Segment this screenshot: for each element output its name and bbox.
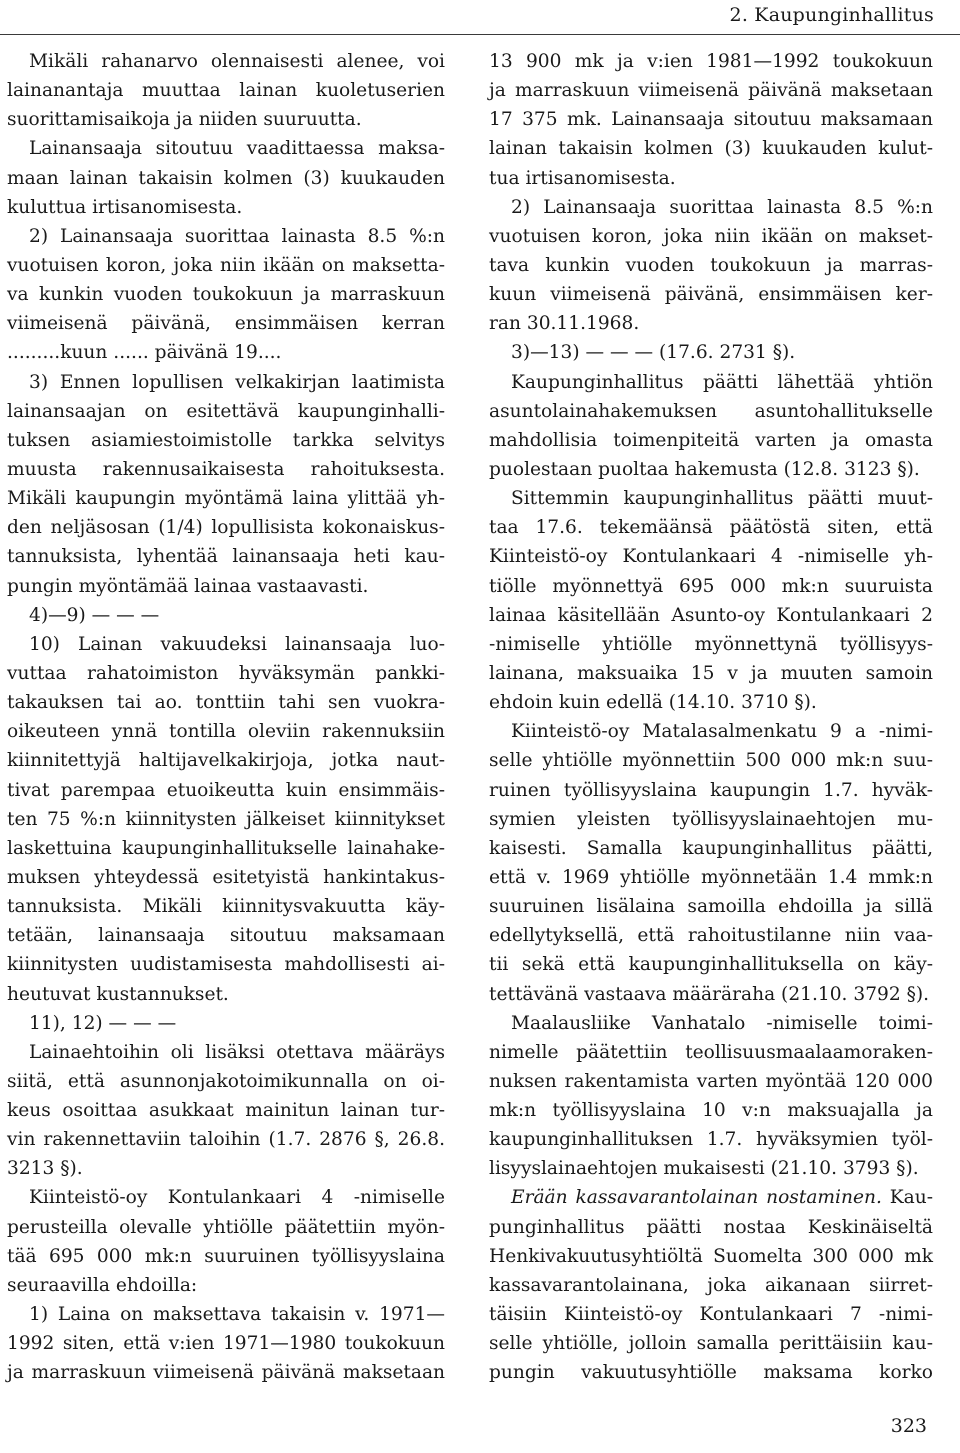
text-line: vuotuisen koron, joka niin ikään on maksetta- — [7, 254, 445, 276]
text-line: kiinnitysten uudistamisesta mahdollisesti ai- — [7, 954, 445, 976]
text-line: 3)—13) — — — (17.6. 2731 §). — [511, 342, 796, 364]
text-line: selle yhtiölle, jolloin samalla perittäisiin kau- — [489, 1333, 933, 1355]
text-line: ja marraskuun viimeisenä päivänä maksetaan — [489, 80, 933, 102]
text-line: taa 17.6. tekemäänsä päätöstä siten, että — [489, 517, 933, 539]
text-line: 11), 12) — — — — [29, 1012, 177, 1034]
text-line: den neljäsosan (1/4) lopullisista kokonaiskus- — [7, 517, 445, 539]
text-line: kuun viimeisenä päivänä, ensimmäisen ker- — [489, 284, 933, 306]
text-line: kiinnitettyjä haltijavelkakirjoja, jotka naut- — [7, 750, 445, 772]
text-line: kaupunginhallituksen 1.7. hyväksymien työl- — [489, 1129, 933, 1151]
text-line: tuksen asiamiestoimistolle tarkka selvitys — [7, 429, 445, 451]
text-line: vuttaa rahatoimiston hyväksymän pankki- — [7, 662, 445, 684]
running-head: 2. Kaupunginhallitus — [729, 4, 934, 26]
text-line: lainan takaisin kolmen (3) kuukauden kulut- — [489, 138, 933, 160]
text-line: 3213 §). — [7, 1158, 83, 1180]
text-line: nimelle päätettiin teollisuusmaalaamoraken- — [489, 1041, 933, 1063]
text-line: Kaupunginhallitus päätti lähettää yhtiön — [511, 371, 933, 393]
text-line: lainaa käsitellään Asunto-oy Kontulankaari 2 — [489, 604, 933, 626]
text-line: ruinen työllisyyslaina kaupungin 1.7. hyväk- — [489, 779, 933, 801]
text-line: ten 75 %:n kiinnitysten jälkeiset kiinnitykset — [7, 808, 445, 830]
text-line: Kiinteistö-oy Kontulankaari 4 -nimiselle — [29, 1187, 445, 1209]
text-line: muusta rakennusaikaisesta rahoituksesta. — [7, 458, 445, 480]
text-line: että v. 1969 yhtiölle myönnetään 1.4 mmk:n — [489, 866, 933, 888]
text-line: tannuksista, lyhentää lainansaaja heti kau- — [7, 546, 445, 568]
text-line: lainansaajan on esitettävä kaupunginhalli- — [7, 400, 445, 422]
text-line: tää 695 000 mk:n suuruinen työllisyyslaina — [7, 1245, 445, 1267]
text-line: punginhallitus päätti nostaa Keskinäiseltä — [489, 1216, 933, 1238]
text-line: lainanantaja muuttaa lainan kuoletuserien — [7, 80, 445, 102]
text-line: kuluttua irtisanomisesta. — [7, 196, 243, 218]
text-line: Maalausliike Vanhatalo -nimiselle toimi- — [511, 1012, 933, 1034]
text-line: täisiin Kiinteistö-oy Kontulankaari 7 -nimi- — [489, 1304, 933, 1326]
text-line: lainana, maksuaika 15 v ja muuten samoin — [489, 662, 933, 684]
text-line: muksen yhteydessä esitetyistä hankintakus- — [7, 866, 445, 888]
text-line: Lainansaaja sitoutuu vaadittaessa maksa- — [29, 138, 445, 160]
text-line: Sittemmin kaupunginhallitus päätti muut- — [511, 488, 933, 510]
text-line: suuruinen lisälaina samoilla ehdoilla ja sillä — [489, 896, 933, 918]
text-line: tivat parempaa etuoikeutta kuin ensimmäis- — [7, 779, 445, 801]
text-line: ja marraskuun viimeisenä päivänä maksetaan — [7, 1362, 445, 1384]
text-line: perusteilla olevalle yhtiölle päätettiin myön- — [7, 1216, 445, 1238]
text-line: 10) Lainan vakuudeksi lainansaaja luo- — [29, 633, 445, 655]
text-line: Kiinteistö-oy Kontulankaari 4 -nimiselle yh- — [489, 546, 933, 568]
page-number: 323 — [890, 1415, 927, 1437]
text-line: 3) Ennen lopullisen velkakirjan laatimista — [29, 371, 445, 393]
right-column — [489, 47, 933, 1387]
text-line: takauksen tai ao. tonttiin tahi sen vuokra- — [7, 692, 445, 714]
text-line: Lainaehtoihin oli lisäksi otettava määräys — [29, 1041, 445, 1063]
text-line: kassavarantolainana, joka aikanaan siirret- — [489, 1274, 933, 1296]
text-line: 13 900 mk ja v:ien 1981—1992 toukokuun — [489, 51, 933, 72]
text-line: pungin vakuutusyhtiölle maksama korko — [489, 1362, 933, 1384]
text-line: oikeuteen ynnä tontilla oleviin rakennuksiin — [7, 721, 445, 743]
header-rule — [0, 34, 960, 35]
text-line: tettävänä vastaava määräraha (21.10. 3792 §). — [489, 983, 930, 1005]
text-line: tetään, lainansaaja sitoutuu maksamaan — [7, 925, 445, 947]
text-line: 2) Lainansaaja suorittaa lainasta 8.5 %:n — [29, 225, 445, 247]
text-line: ran 30.11.1968. — [489, 313, 640, 335]
text-line: 17 375 mk. Lainansaaja sitoutuu maksamaan — [489, 109, 933, 131]
text-line: Mikäli rahanarvo olennaisesti alenee, voi — [29, 51, 445, 72]
text-line: tiölle myönnettyä 695 000 mk:n suuruista — [489, 575, 933, 597]
text-line: edellytyksellä, että rahoitustilanne niin vaa- — [489, 925, 933, 947]
text-line: 4)—9) — — — — [29, 604, 160, 626]
text-line: mk:n työllisyyslaina 10 v:n maksuajalla ja — [489, 1100, 933, 1122]
text-line: symien yleisten työllisyyslainaehtojen mu- — [489, 808, 933, 830]
text-line: .........kuun ...... päivänä 19.... — [7, 342, 282, 364]
text-line: mahdollisia toimenpiteitä varten ja omasta — [489, 429, 933, 451]
text-line: pungin myöntämää lainaa vastaavasti. — [7, 575, 369, 597]
text-line: ehdoin kuin edellä (14.10. 3710 §). — [489, 692, 817, 714]
text-line: suorittamisaikoja ja niiden suuruutta. — [7, 109, 362, 131]
text-line: laskettuina kaupunginhallitukselle lainahake- — [7, 837, 445, 859]
text-line: tii sekä että kaupunginhallituksella on käy- — [489, 954, 933, 976]
text-line: keus osoittaa asukkaat mainitun lainan tur- — [7, 1100, 445, 1122]
text-line: tava kunkin vuoden toukokuun ja marras- — [489, 254, 933, 276]
text-line: asuntolainahakemuksen asuntohallitukselle — [489, 400, 933, 422]
text-line: tua irtisanomisesta. — [489, 167, 676, 189]
italic-heading: Erään kassavarantolainan nostaminen. — [511, 1187, 882, 1209]
text-line: maan lainan takaisin kolmen (3) kuukauden — [7, 167, 445, 189]
text-line: -nimiselle yhtiölle myönnettynä työllisyys- — [489, 633, 933, 655]
text-line: Kiinteistö-oy Matalasalmenkatu 9 a -nimi- — [511, 721, 933, 743]
text-line: Mikäli kaupungin myöntämä laina ylittää yh- — [7, 488, 445, 510]
text-line: Henkivakuutusyhtiöltä Suomelta 300 000 mk — [489, 1245, 933, 1267]
text-line: 2) Lainansaaja suorittaa lainasta 8.5 %:n — [511, 196, 933, 218]
text-line: seuraavilla ehdoilla: — [7, 1274, 198, 1296]
text-line — [489, 1183, 933, 1212]
text-line: viimeisenä päivänä, ensimmäisen kerran — [7, 313, 445, 335]
text-line: nuksen rakentamista varten myöntää 120 000 — [489, 1070, 933, 1092]
text-line: 1992 siten, että v:ien 1971—1980 toukokuun — [7, 1333, 445, 1355]
text-line: lisyyslainaehtojen mukaisesti (21.10. 3793 §). — [489, 1158, 919, 1180]
text-line: puolestaan puoltaa hakemusta (12.8. 3123 §). — [489, 458, 920, 480]
text-line: siitä, että asunnonjakotoimikunnalla on oi- — [7, 1070, 445, 1092]
text-line: tannuksista. Mikäli kiinnitysvakuutta käy- — [7, 896, 445, 918]
text-line: vuotuisen koron, joka niin ikään on makset- — [489, 225, 933, 247]
text-line: 1) Laina on maksettava takaisin v. 1971— — [29, 1304, 445, 1326]
text-line: vin rakennettaviin taloihin (1.7. 2876 §, 26.8. — [7, 1129, 445, 1151]
text-line: heutuvat kustannukset. — [7, 983, 229, 1005]
text-line: selle yhtiölle myönnettiin 500 000 mk:n suu- — [489, 750, 933, 772]
left-column — [7, 47, 445, 1387]
text-line: kaisesti. Samalla kaupunginhallitus päätti, — [489, 837, 933, 859]
text-line: va kunkin vuoden toukokuun ja marraskuun — [7, 284, 445, 306]
text-run: Kau- — [881, 1187, 933, 1209]
